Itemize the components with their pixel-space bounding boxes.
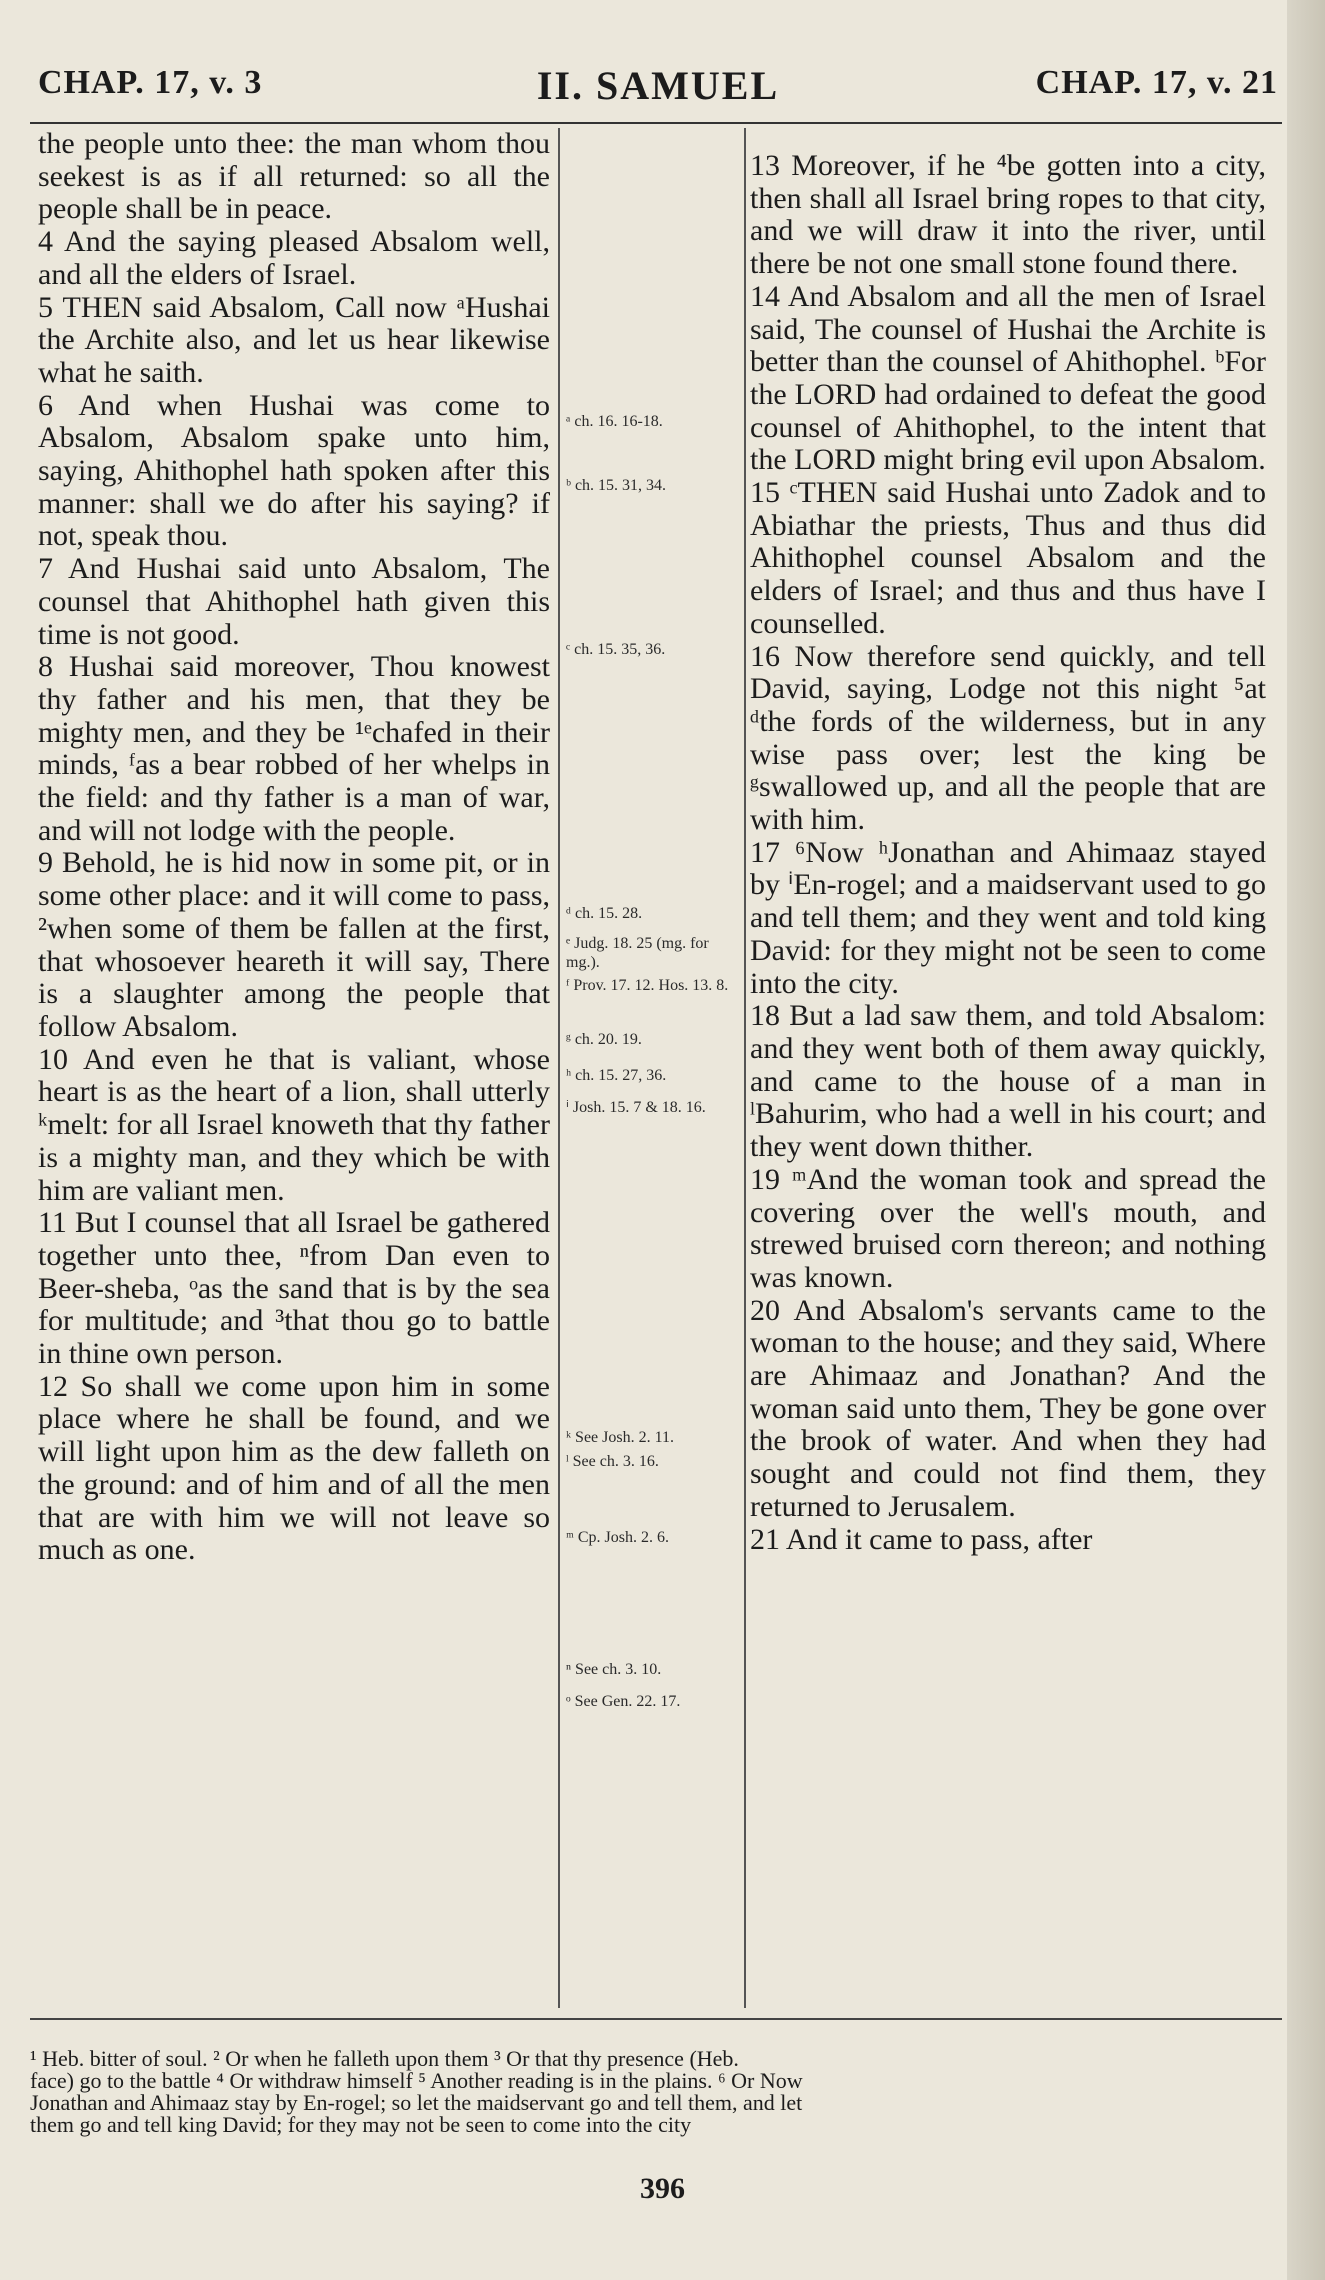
verse-paragraph: 13 Moreover, if he ⁴be gotten into a city, then shall all Israel bring ropes to that city, and we will draw it into the river, until there be not one small stone found there. bbox=[750, 149, 1266, 281]
cross-reference: ᵏ See Josh. 2. 11. bbox=[566, 1429, 675, 1446]
verse-paragraph: 19 ᵐAnd the woman took and spread the covering over the well's mouth, and strewed bruised corn thereon; and nothing was known. bbox=[750, 1162, 1266, 1294]
column-rule-right bbox=[744, 128, 746, 2008]
cross-reference: ᵃ ch. 16. 16-18. bbox=[566, 413, 663, 430]
footnotes bbox=[30, 2048, 1250, 2136]
verse-paragraph: 7 And Hushai said unto Absalom, The counsel that Ahithophel hath given this time is not good. bbox=[38, 552, 550, 651]
verse-paragraph: 12 So shall we come upon him in some place where he shall be found, and we will light upon him as the dew falleth on the ground: and of him and of all the men that are with him we will not leave so much as one. bbox=[38, 1369, 550, 1567]
verse-paragraph: 6 And when Hushai was come to Absalom, Absalom spake unto him, saying, Ahithophel hath spoken after this manner: shall we do after his saying? if not, speak thou. bbox=[38, 388, 550, 553]
verse-paragraph: 18 But a lad saw them, and told Absalom: and they went both of them away quickly, and came to the house of a man in ˡBahurim, who had a well in his court; and they went down thither. bbox=[750, 999, 1266, 1164]
page-edge-shadow bbox=[1287, 0, 1325, 2280]
right-text-column bbox=[750, 150, 1266, 1556]
footnote-line: Jonathan and Ahimaaz stay by En-rogel; so let the maidservant go and tell them, and let bbox=[30, 2090, 803, 2115]
verse-paragraph: 8 Hushai said moreover, Thou knowest thy father and his men, that they be mighty men, and they be ¹ᵉchafed in their minds, ᶠas a bear robbed of her whelps in the field: and thy father is a man of war, and will not lodge with the people. bbox=[38, 650, 550, 847]
verse-paragraph: 15 ᶜTHEN said Hushai unto Zadok and to Abiathar the priests, Thus and thus did Ahithophel counsel Absalom and the elders of Israel; and thus and thus have I counselled. bbox=[750, 476, 1266, 640]
verse-paragraph: 14 And Absalom and all the men of Israel said, The counsel of Hushai the Archite is better than the counsel of Ahithophel. ᵇFor the LORD had ordained to defeat the good counsel of Ahithophel, to the intent that the LORD might bring evil upon Absalom. bbox=[750, 279, 1266, 477]
verse-paragraph: 9 Behold, he is hid now in some pit, or in some other place: and it will come to pass, ²when some of them be fallen at the first, that whosoever heareth it will say, There is a slaughter among the people that follow Absalom. bbox=[38, 846, 550, 1043]
verse-paragraph: 21 And it came to pass, after bbox=[750, 1522, 1093, 1556]
footnote-line: face) go to the battle ⁴ Or withdraw himself ⁵ Another reading is in the plains. ⁶ Or Now bbox=[30, 2068, 803, 2093]
header-chapter-right: CHAP. 17, v. 21 bbox=[1035, 64, 1278, 101]
verse-paragraph: 4 And the saying pleased Absalom well, and all the elders of Israel. bbox=[38, 225, 550, 291]
verse-paragraph: the people unto thee: the man whom thou seekest is as if all returned: so all the people shall be in peace. bbox=[38, 127, 550, 226]
verse-paragraph: 20 And Absalom's servants came to the woman to the house; and they said, Where are Ahimaaz and Jonathan? And the woman said unto them, They be gone over the brook of water. And when they had sought and could not find them, they returned to Jerusalem. bbox=[750, 1293, 1266, 1523]
verse-paragraph: 16 Now therefore send quickly, and tell David, saying, Lodge not this night ⁵at ᵈthe fords of the wilderness, but in any wise pass over; lest the king be ᵍswallowed up, and all the people that are with him. bbox=[750, 639, 1266, 837]
verse-paragraph: 5 THEN said Absalom, Call now ᵃHushai the Archite also, and let us hear likewise what he saith. bbox=[38, 290, 550, 389]
verse-paragraph: 11 But I counsel that all Israel be gathered together unto thee, ⁿfrom Dan even to Beer-sheba, ᵒas the sand that is by the sea for multitude; and ³that thou go to battle in thine own person. bbox=[38, 1206, 550, 1371]
cross-reference: ᵉ Judg. 18. 25 (mg. for mg.). bbox=[566, 935, 709, 971]
verse-paragraph: 10 And even he that is valiant, whose heart is as the heart of a lion, shall utterly ᵏmelt: for all Israel knoweth that thy father is a mighty man, and they which be with him are valiant men. bbox=[38, 1042, 550, 1207]
page-number: 396 bbox=[640, 2172, 685, 2205]
cross-reference: ᵒ See Gen. 22. 17. bbox=[566, 1693, 681, 1710]
cross-reference: ⁱ Josh. 15. 7 & 18. 16. bbox=[566, 1099, 706, 1116]
cross-reference: ᵈ ch. 15. 28. bbox=[566, 905, 643, 922]
left-text-column bbox=[38, 128, 550, 1567]
cross-reference: ˡ See ch. 3. 16. bbox=[566, 1453, 659, 1470]
footnote-line: them go and tell king David; for they may not be seen to come into the city bbox=[30, 2112, 692, 2137]
footnote-line: ¹ Heb. bitter of soul. ² Or when he falleth upon them ³ Or that thy presence (Heb. bbox=[30, 2046, 739, 2071]
cross-reference: ʰ ch. 15. 27, 36. bbox=[566, 1067, 667, 1084]
cross-reference: ᵍ ch. 20. 19. bbox=[566, 1031, 642, 1048]
column-rule-left bbox=[558, 128, 560, 2008]
cross-reference: ᵐ Cp. Josh. 2. 6. bbox=[566, 1529, 669, 1546]
cross-reference: ᵇ ch. 15. 31, 34. bbox=[566, 477, 667, 494]
header-book-title: II. SAMUEL bbox=[536, 63, 780, 108]
header-chapter-left: CHAP. 17, v. 3 bbox=[38, 64, 263, 101]
header-rule bbox=[30, 122, 1282, 124]
running-header bbox=[38, 60, 1278, 120]
cross-reference: ᶜ ch. 15. 35, 36. bbox=[566, 641, 666, 658]
footnote-rule bbox=[30, 2018, 1282, 2020]
cross-reference: ⁿ See ch. 3. 10. bbox=[566, 1661, 662, 1678]
verse-paragraph: 17 ⁶Now ʰJonathan and Ahimaaz stayed by ⁱEn-rogel; and a maidservant used to go and tell them; and they went and told king David: for they might not be seen to come into the city. bbox=[750, 835, 1266, 1000]
cross-reference: ᶠ Prov. 17. 12. Hos. 13. 8. bbox=[566, 977, 729, 994]
